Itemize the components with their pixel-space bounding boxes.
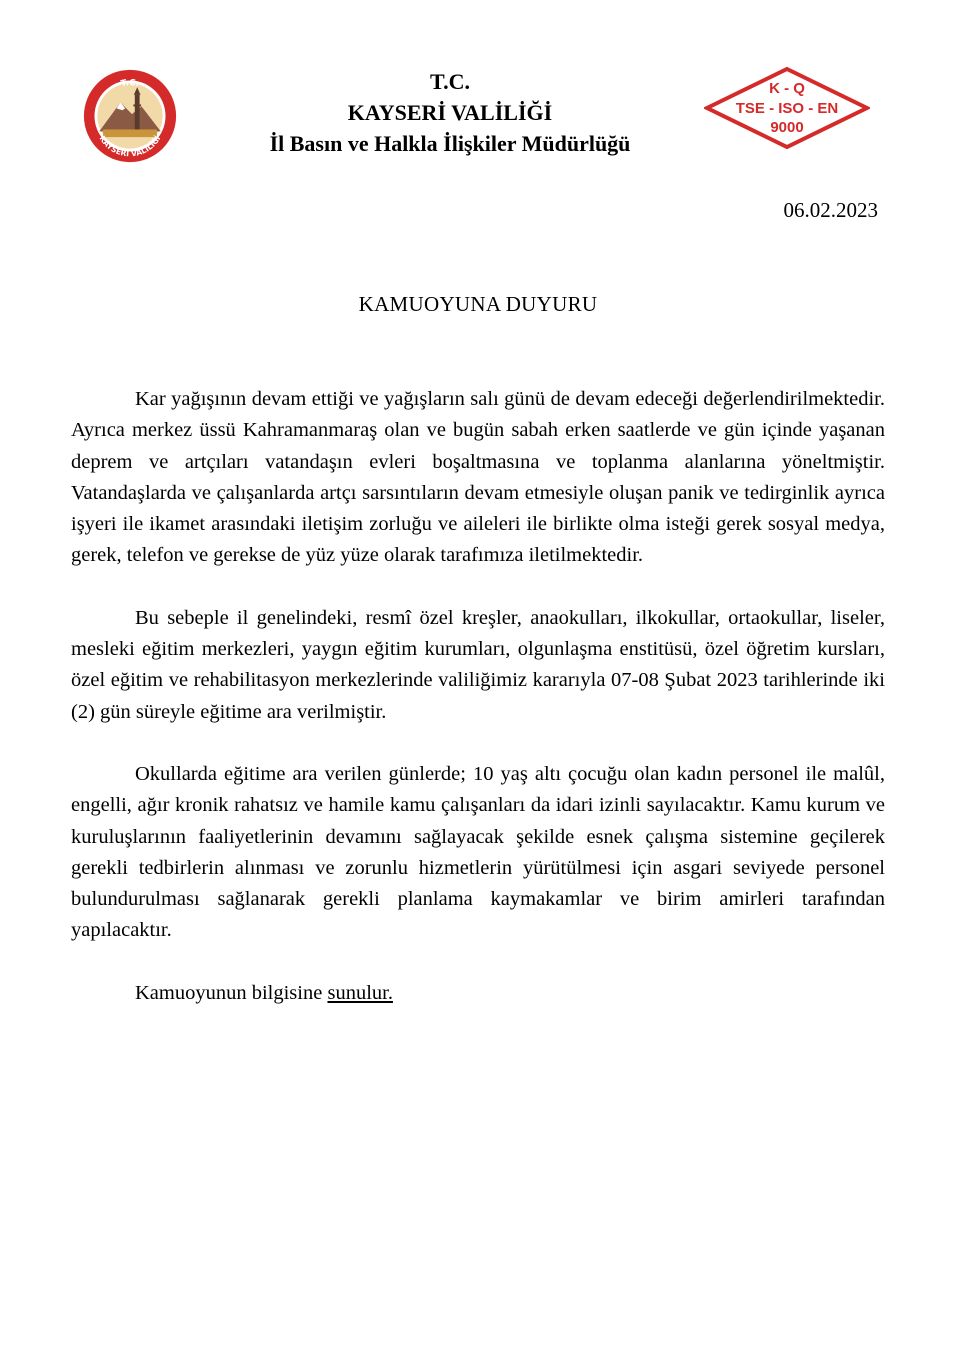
svg-text:T.C. [120,78,140,89]
badge-line1: K - Q [769,80,805,97]
kayseri-valiligi-seal-icon [82,68,178,164]
header-line-valilik: KAYSERİ VALİLİĞİ [347,100,553,125]
seal-bottom-text: KAYSERİ VALİLİĞİ [97,134,163,159]
document-title: KAMUOYUNA DUYURU [358,292,598,316]
tse-iso-en-9000-badge-icon [704,66,870,150]
closing-underlined: sunulur. [327,981,393,1004]
closing-text: Kamuoyunun bilgisine [135,981,328,1004]
document-date: 06.02.2023 [783,198,878,222]
seal-top-text: T.C. [119,78,141,90]
badge-line3: 9000 [770,119,804,136]
letterhead [200,66,700,159]
header-line-tc: T.C. [430,69,470,94]
closing-line [71,978,885,1009]
document-body [71,384,885,1009]
paragraph-2: Bu sebeple il genelindeki, resmî özel kreşler, anaokulları, ilkokullar, ortaokullar, liseler, mesleki eğitim merkezleri, yaygın eğitim kurumları, olgunlaşma enstitüsü, özel öğretim kursları, özel eğitim ve rehabilitasyon merkezlerinde valiliğimiz kararıyla 07-08 Şubat 2023 tarihlerinde iki (2) gün süreyle eğitime ara verilmiştir. [71,606,885,723]
paragraph-1: Kar yağışının devam ettiği ve yağışların salı günü de devam edeceği değerlendirilmektedir. Ayrıca merkez üssü Kahramanmaraş olan ve bugün sabah erken saatlerde ve gün içinde yaşanan deprem ve artçıları vatandaşın evleri boşaltmasına ve toplanma alanlarına yöneltmiştir. Vatandaşlarda ve çalışanlarda artçı sarsıntıların devam etmesiyle oluşan panik ve tedirginlik ayrıca işyeri ile ikamet arasındaki iletişim zorluğu ve aileleri ile birlikte olma isteği gerek sosyal medya, gerek, telefon ve gerekse de yüz yüze olarak tarafımıza iletilmektedir. [71,388,885,567]
badge-line2: TSE - ISO - EN [735,100,839,117]
paragraph-3: Okullarda eğitime ara verilen günlerde; 10 yaş altı çocuğu olan kadın personel ile malûl, engelli, ağır kronik rahatsız ve hamile kamu çalışanları da idari izinli sayılacaktır. Kamu kurum ve kuruluşlarının faaliyetlerinin devamını sağlayacak şekilde esnek çalışma sistemine geçilerek gerekli tedbirlerin alınması ve zorunlu hizmetlerin yürütülmesi için asgari seviyede personel bulundurulması sağlanarak gerekli planlama kaymakamlar ve birim amirleri tarafından yapılacaktır. [71,762,885,942]
header-line-mudurluk: İl Basın ve Halkla İlişkiler Müdürlüğü [269,131,631,156]
